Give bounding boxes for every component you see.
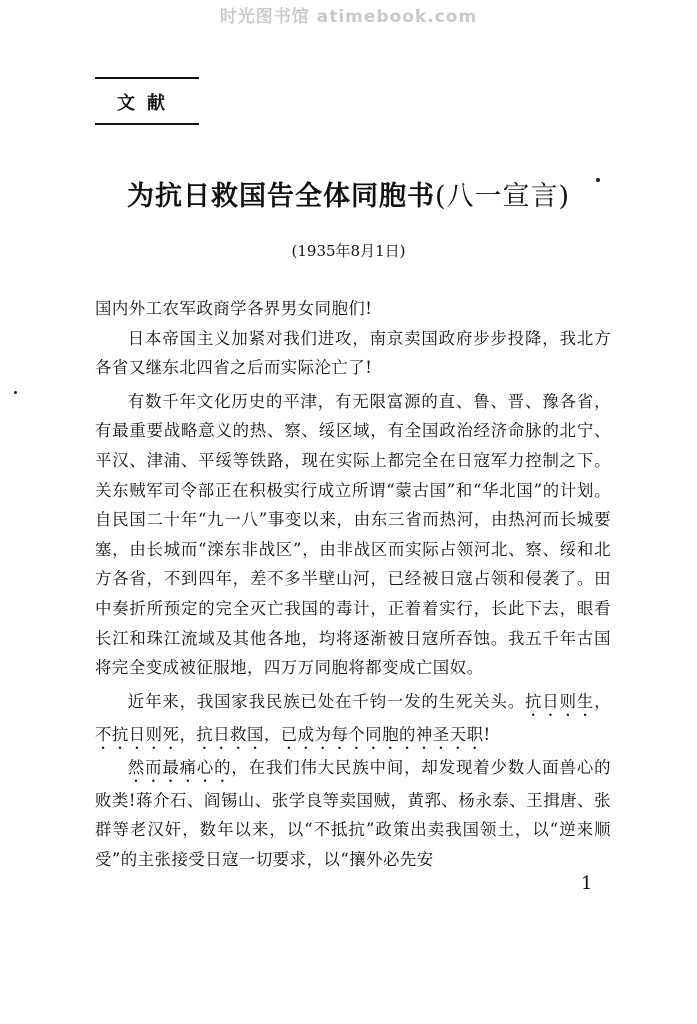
paragraph: 有数千年文化历史的平津，有无限富源的直、鲁、晋、豫各省，有最重要战略意义的热、察、绥区域，有全国政治经济命脉的北宁、平汉、津浦、平绥等铁路，现在实际上都完全在日寇军力控制之下。关东贼军司令部正在积极实行成立所谓“蒙古国”和“华北国”的计划。自民国二十年“九一八”事变以来，由东三省而热河，由热河而长城要塞，由长城而“滦东非战区”，由非战区而实际占领河北、察、绥和北方各省，不到四年，差不多半壁山河，已经被日寇占领和侵袭了。田中奏折所预定的完全灭亡我国的毒计，正着着实行，长此下去，眼看长江和珠江流域及其他各地，均将逐渐被日寇所吞蚀。我五千年古国将完全变成被征服地，四万万同胞将都变成亡国奴。	[95, 391, 611, 678]
title-subtitle: (八一宣言)	[434, 181, 571, 212]
emphasized-text: 然而最痛心的，	[127, 757, 249, 777]
paragraph-text: 在我们伟大民族中间，却发现着少数人面兽心的败类!蒋介石、阎锡山、张学良等卖国贼，黄郛、杨永泰、王揖唐、张群等老汉奸，数年以来，以“不抵抗”政策出卖我国领土，以“逆来顺受”的主张接受日寇一切要求，以“攘外必先安	[95, 757, 612, 869]
watermark: 时光图书馆 atimebook.com	[219, 7, 478, 27]
salutation: 国内外工农军政商学各界男女同胞们!	[95, 299, 373, 318]
scan-speck	[14, 391, 17, 394]
paragraph: 日本帝国主义加紧对我们进攻，南京卖国政府步步投降，我北方各省又继东北四省之后而实际沦亡了!	[95, 328, 611, 378]
section-label: 文献	[117, 93, 177, 114]
emphasized-text: 抗日则生，不抗日则死，抗日救国，已成为每个同胞的神圣天职!	[95, 691, 612, 744]
scan-speck	[596, 178, 600, 182]
paragraph-text: 近年来，我国家我民族已处在千钧一发的生死关头。	[127, 691, 526, 711]
title-main: 为抗日救国告全体同胞书	[126, 181, 435, 212]
paragraph	[95, 687, 611, 753]
document-date: (1935年8月1日)	[291, 242, 406, 260]
paragraph	[95, 753, 611, 875]
body-text	[95, 294, 611, 875]
document-title	[0, 174, 697, 213]
page-number: 1	[581, 873, 593, 894]
